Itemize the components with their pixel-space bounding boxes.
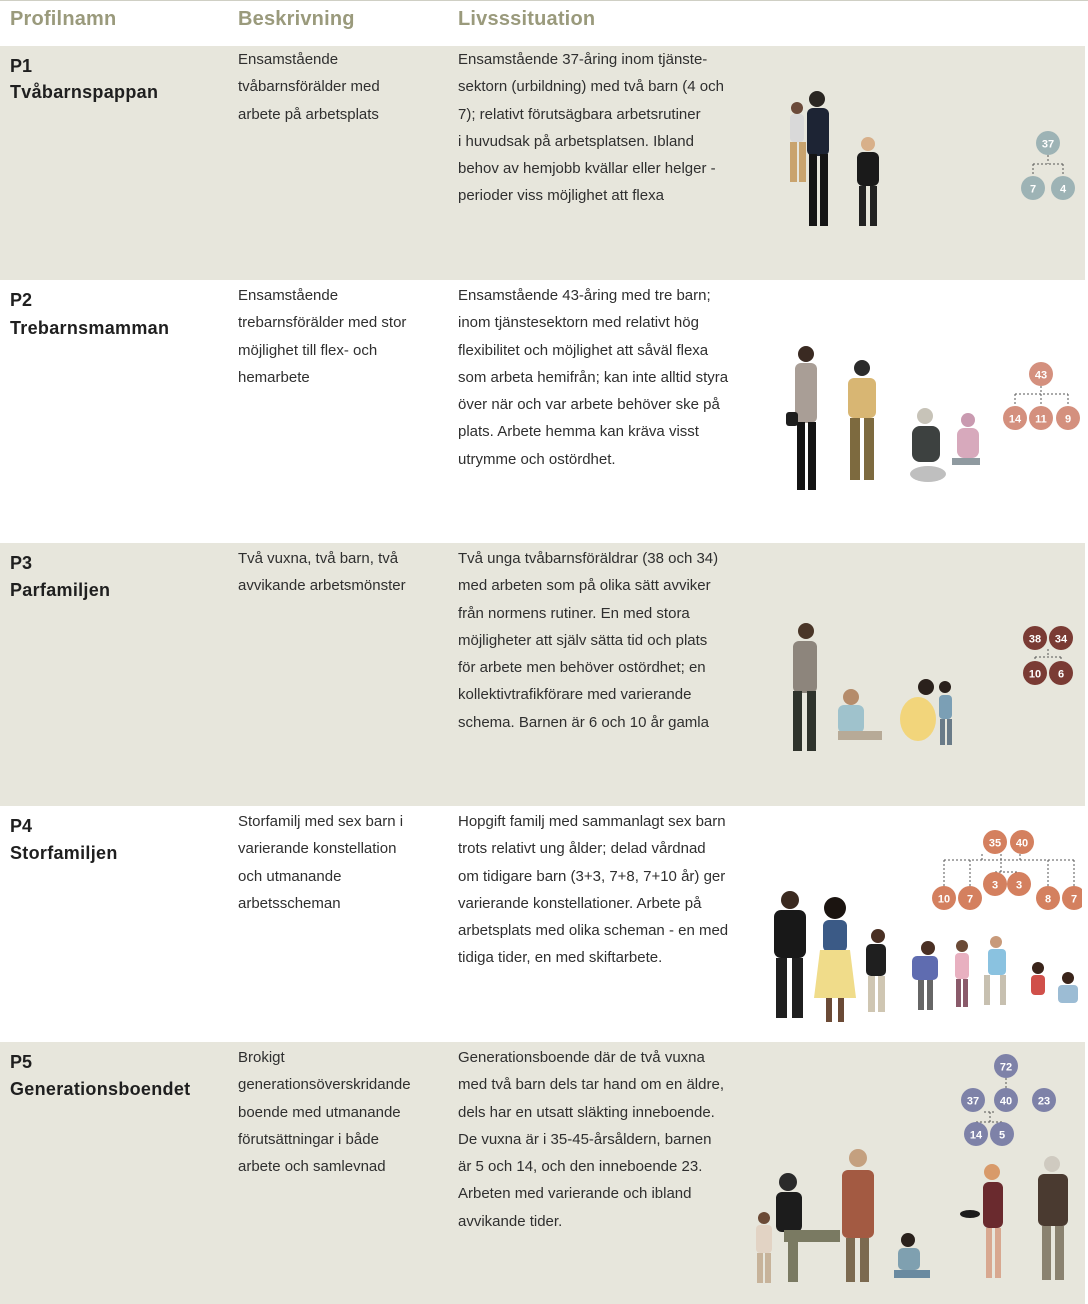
profile-name: Trebarnsmamman	[10, 318, 170, 338]
svg-text:11: 11	[1035, 413, 1047, 426]
family-tree-p5	[958, 1052, 1058, 1148]
svg-text:4: 4	[1059, 183, 1067, 196]
svg-text:10: 10	[937, 893, 951, 906]
svg-text:7: 7	[1070, 893, 1078, 906]
header-beskrivning: Beskrivning	[238, 8, 355, 30]
profile-description: Storfamilj med sex barn i varierande konstellation och utmanande arbetsscheman	[238, 813, 404, 912]
family-illustration-p3	[780, 619, 960, 759]
header-profilnamn: Profilnamn	[10, 8, 117, 30]
table-header	[0, 0, 1088, 46]
family-tree-p2	[1000, 360, 1086, 436]
svg-text:8: 8	[1044, 893, 1052, 906]
profile-description: Två vuxna, två barn, två avvikande arbetsmönster	[238, 550, 406, 595]
family-illustration-p2	[780, 342, 990, 497]
header-livssituation: Livsssituation	[458, 8, 596, 30]
profile-situation: Ensamstående 43-åring med tre barn; inom tjänstesektorn med relativt hög flexibilitet och möjlighet att såväl flexa som arbeta hemifrån; kan inte alltid styra över när och var arbete behöver ske på plats. Arbete hemma kan kräva visst utrymme och ostördhet.	[458, 287, 729, 468]
profile-description: Ensamstående tvåbarnsförälder med arbete på arbetsplats	[238, 51, 380, 123]
table-row-p5	[0, 1042, 1085, 1304]
svg-text:14: 14	[1008, 413, 1022, 426]
profile-description: Brokigt generationsöverskridande boende med utmanande förutsättningar i både arbete och samlevnad	[238, 1049, 411, 1176]
svg-text:37: 37	[966, 1095, 980, 1108]
svg-text:7: 7	[966, 893, 974, 906]
profile-name: Parfamiljen	[10, 580, 111, 600]
svg-text:6: 6	[1057, 668, 1065, 681]
profile-id: P4	[10, 816, 33, 836]
table-row-p3	[0, 543, 1085, 806]
svg-text:34: 34	[1054, 633, 1068, 646]
profile-name: Storfamiljen	[10, 843, 118, 863]
svg-text:7: 7	[1029, 183, 1037, 196]
svg-text:72: 72	[999, 1061, 1013, 1074]
profile-situation: Hopgift familj med sammanlagt sex barn trots relativt ung ålder; delad vårdnad om tidigare barn (3+3, 7+8, 7+10 år) ger varierande konstellationer. Arbete på arbetsplats med olika scheman - en med tidiga tider, en med skiftarbete.	[458, 813, 729, 967]
profile-description: Ensamstående trebarnsförälder med stor möjlighet till flex- och hemarbete	[238, 287, 407, 386]
family-illustration-p5	[740, 1142, 1075, 1292]
svg-text:3: 3	[1015, 879, 1023, 892]
svg-text:23: 23	[1037, 1095, 1051, 1108]
profile-situation: Generationsboende där de två vuxna med två barn dels tar hand om en äldre, dels har en utsatt släkting inneboende. De vuxna är i 35-45-årsåldern, barnen är 5 och 14, och den inneboende 23. Arbeten med varierande och ibland avvikande tider.	[458, 1049, 724, 1230]
family-illustration-p1	[770, 86, 900, 231]
table-row-p4	[0, 806, 1085, 1042]
profile-id: P5	[10, 1052, 33, 1072]
svg-text:37: 37	[1041, 138, 1055, 151]
table-row-p2	[0, 280, 1085, 543]
svg-text:43: 43	[1034, 369, 1048, 382]
svg-text:35: 35	[988, 837, 1002, 850]
profile-situation: Ensamstående 37-åring inom tjänste- sektorn (urbildning) med två barn (4 och 7); relativt förutsägbara arbetsrutiner i huvudsak på arbetsplatsen. Ibland behov av hemjobb kvällar eller helger - perioder viss möjlighet att flexa	[458, 51, 724, 205]
svg-text:10: 10	[1028, 668, 1042, 681]
profile-id: P1	[10, 56, 33, 76]
profile-name: Generationsboendet	[10, 1079, 191, 1099]
table-row-p1	[0, 46, 1085, 280]
family-tree-p1	[1018, 130, 1078, 206]
svg-text:14: 14	[969, 1129, 983, 1142]
family-tree-p3	[1020, 623, 1076, 687]
profile-situation: Två unga tvåbarnsföräldrar (38 och 34) med arbeten som på olika sätt avviker från normens rutiner. En med stora möjligheter att själv sätta tid och plats för arbete men behöver ostördhet; en kollektivtrafikförare med varierande schema. Barnen är 6 och 10 år gamla	[458, 550, 719, 731]
svg-text:3: 3	[991, 879, 999, 892]
svg-text:5: 5	[998, 1129, 1006, 1142]
svg-text:40: 40	[1015, 837, 1029, 850]
svg-text:9: 9	[1064, 413, 1072, 426]
svg-text:38: 38	[1028, 633, 1042, 646]
family-illustration-p4	[760, 888, 1085, 1028]
profile-id: P2	[10, 290, 33, 310]
profile-id: P3	[10, 553, 33, 573]
profile-name: Tvåbarnspappan	[10, 82, 159, 102]
svg-text:40: 40	[999, 1095, 1013, 1108]
